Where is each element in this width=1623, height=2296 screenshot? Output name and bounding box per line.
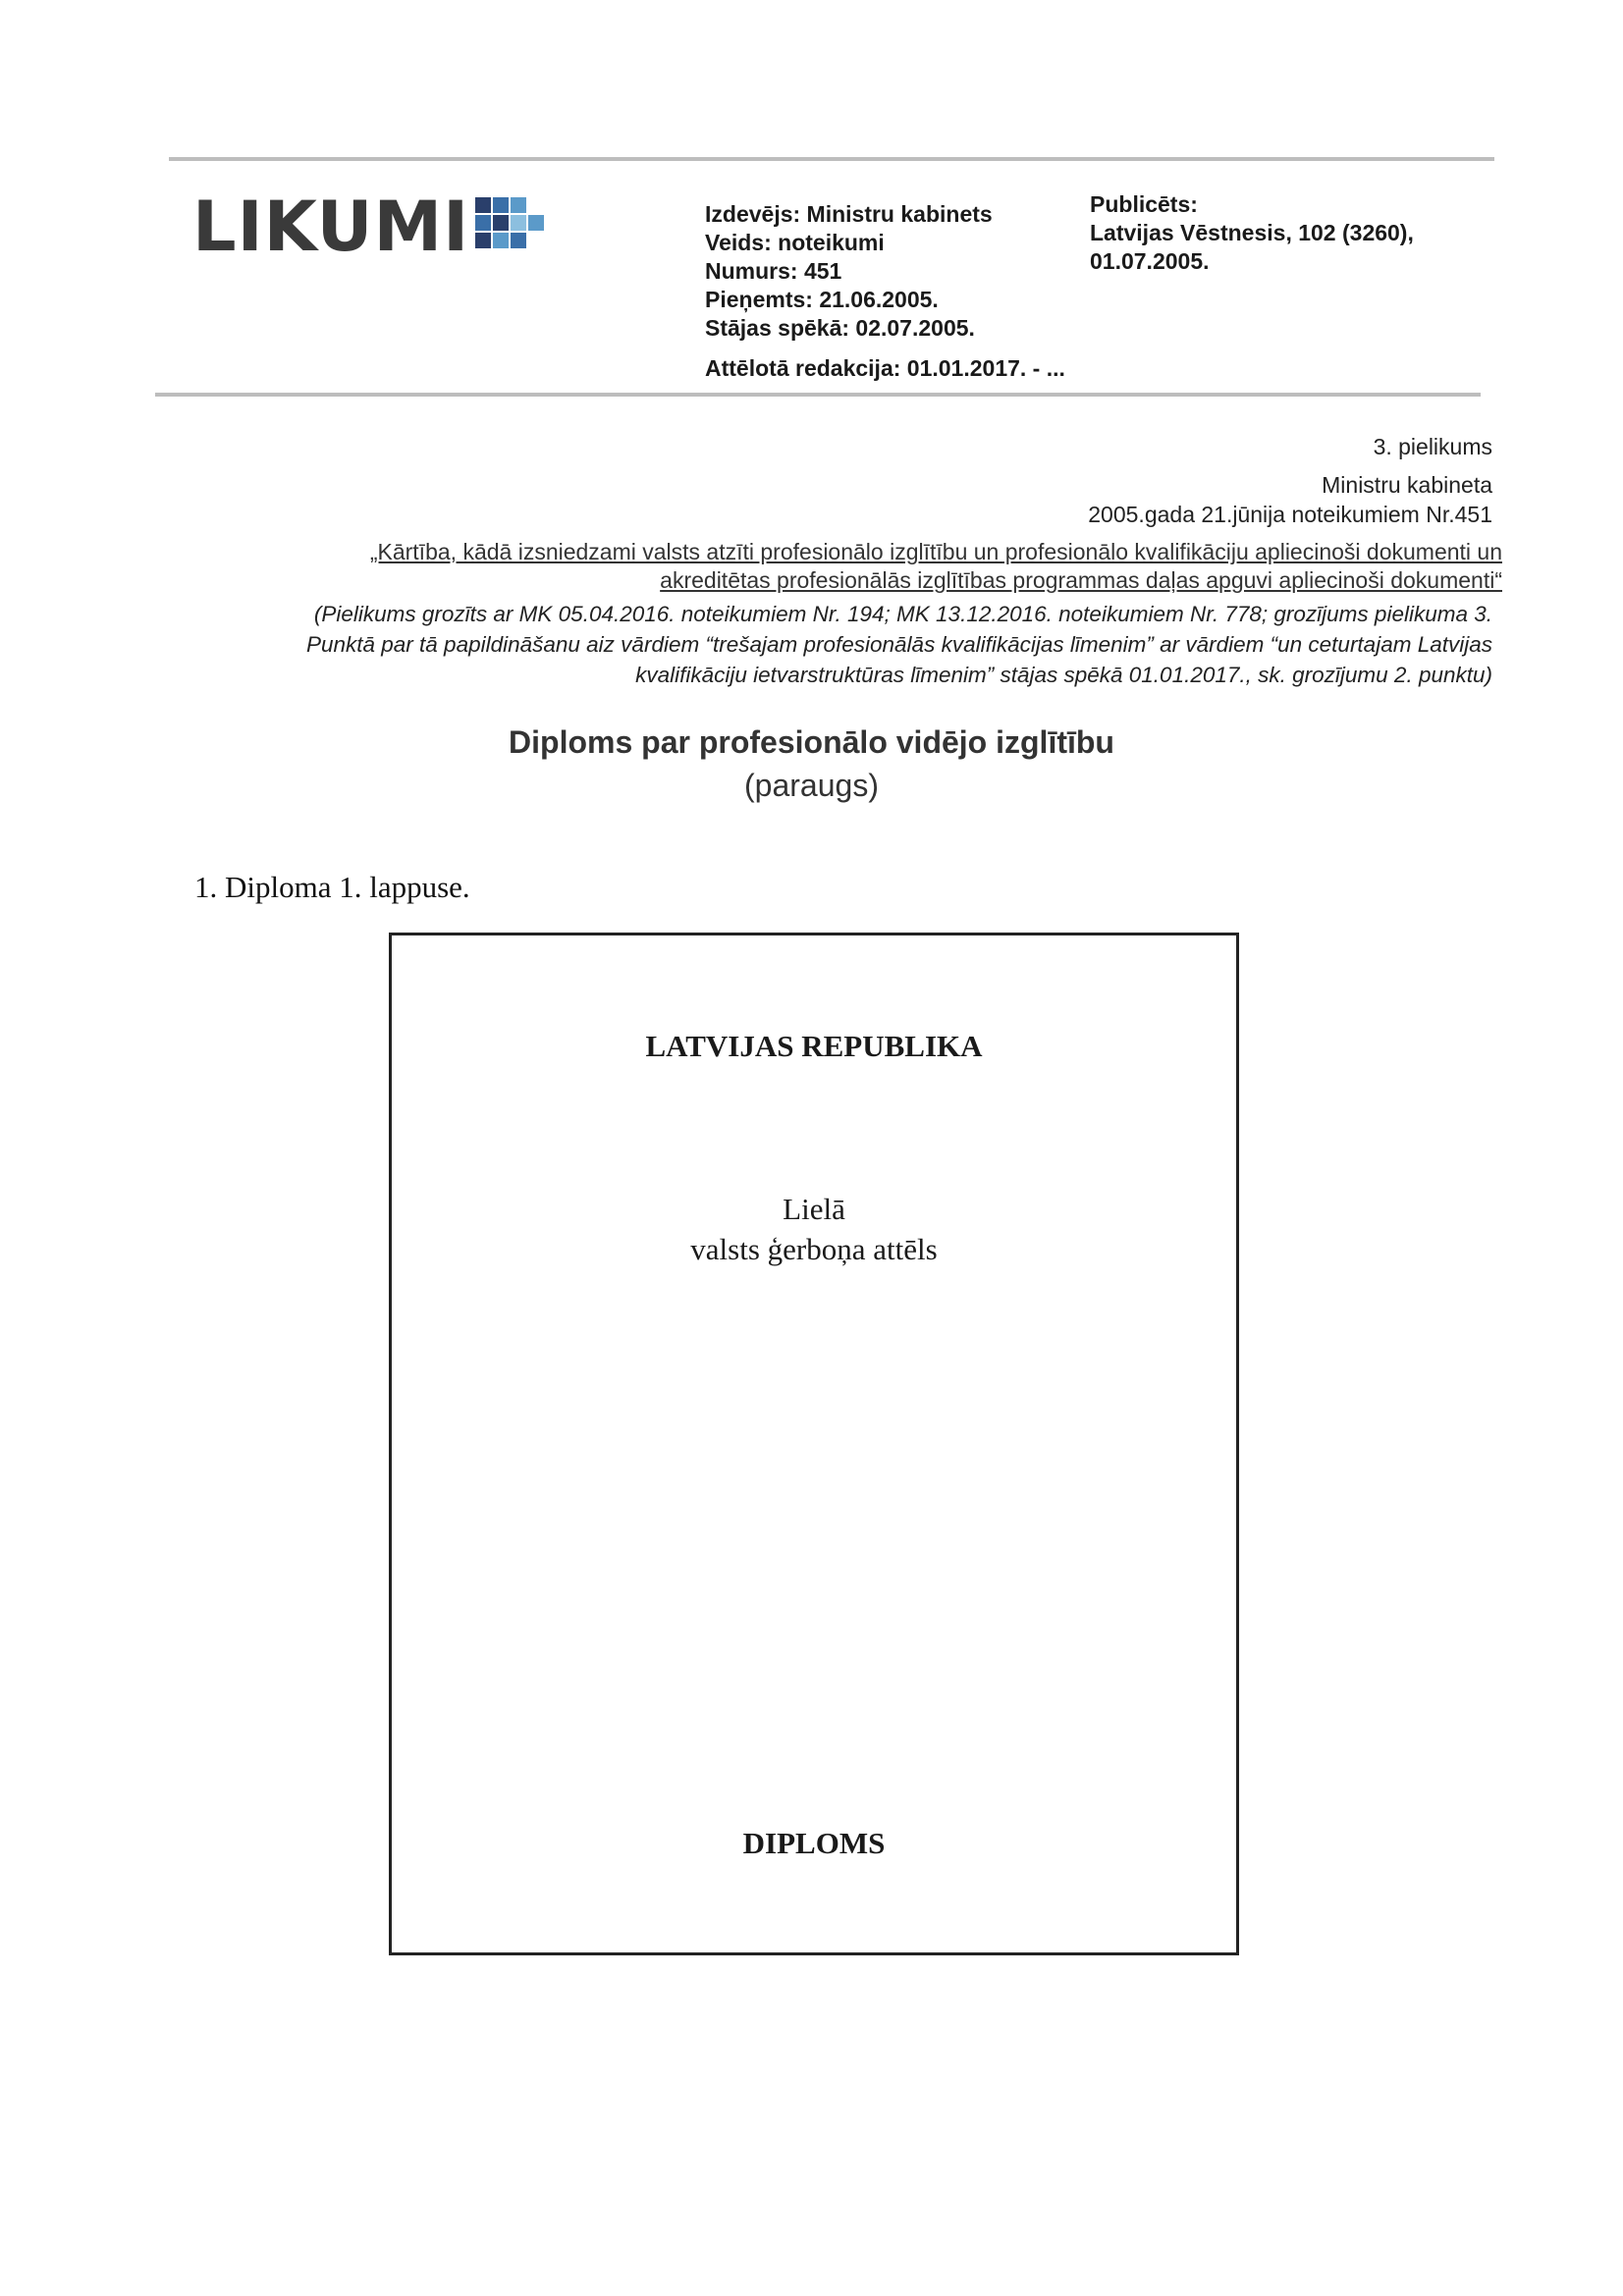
regulation-title-line: akreditētas profesionālās izglītības programmas daļas apguvi apliecinoši dokumenti“ [660, 567, 1502, 593]
meta-type: Veids: noteikumi [705, 230, 885, 255]
meta-issuer: Izdevējs: Ministru kabinets [705, 201, 993, 227]
logo-square [475, 197, 491, 213]
document-subheading: (paraugs) [744, 768, 879, 803]
section-label: 1. Diploma 1. lappuse. [194, 870, 470, 904]
regulation-title-line: „Kārtība, kādā izsniedzami valsts atzīti profesionālo izglītību un profesionālo kvalifikāciju apliecinoši dokumenti un [369, 539, 1502, 564]
logo-square [511, 197, 526, 213]
coat-line: valsts ģerboņa attēls [690, 1232, 938, 1266]
coat-of-arms-placeholder [392, 1189, 1236, 1269]
header-bottom-rule [155, 393, 1481, 397]
annex-number: 3. pielikums [1373, 434, 1492, 459]
logo-square [475, 233, 491, 248]
publication-info [1090, 190, 1414, 276]
logo-square [493, 215, 509, 231]
coat-line: Lielā [783, 1192, 845, 1226]
diploma-title: DIPLOMS [742, 1826, 886, 1860]
regulation-title-link[interactable] [147, 538, 1502, 595]
logo-square [511, 233, 526, 248]
logo-text: LIKUMI [192, 186, 470, 267]
amendment-note [147, 599, 1492, 690]
diploma-country: LATVIJAS REPUBLIKA [645, 1029, 983, 1063]
meta-effective: Stājas spēkā: 02.07.2005. [705, 315, 975, 341]
annex-cabinet: Ministru kabineta [1322, 472, 1492, 498]
diploma-page-frame [389, 933, 1239, 1955]
amendment-line: kvalifikāciju ietvarstruktūras līmenim” stājas spēkā 01.01.2017., sk. grozījumu 2. punktu) [635, 663, 1492, 687]
meta-number: Numurs: 451 [705, 258, 842, 284]
logo-square [528, 215, 544, 231]
logo-square [475, 215, 491, 231]
likumi-logo[interactable] [192, 186, 546, 267]
meta-adopted: Pieņemts: 21.06.2005. [705, 287, 939, 312]
meta-edition: Attēlotā redakcija: 01.01.2017. - ... [705, 355, 1065, 381]
document-heading: Diploms par profesionālo vidējo izglītību [509, 724, 1114, 760]
amendment-line: (Pielikums grozīts ar MK 05.04.2016. noteikumiem Nr. 194; MK 13.12.2016. noteikumiem Nr. 778; grozījums pielikuma 3. [313, 602, 1492, 626]
annex-date: 2005.gada 21.jūnija noteikumiem Nr.451 [1088, 502, 1492, 527]
document-metadata [705, 200, 993, 343]
amendment-line: Punktā par tā papildināšanu aiz vārdiem “trešajam profesionālās kvalifikācijas līmenim” ar vārdiem “un ceturtajam Latvijas [305, 632, 1492, 657]
logo-grid-icon [475, 197, 546, 256]
logo-square [493, 197, 509, 213]
logo-square [511, 215, 526, 231]
published-date: 01.07.2005. [1090, 248, 1210, 274]
published-source: Latvijas Vēstnesis, 102 (3260), [1090, 220, 1414, 245]
header-top-rule [169, 157, 1494, 161]
published-label: Publicēts: [1090, 191, 1198, 217]
logo-square [493, 233, 509, 248]
